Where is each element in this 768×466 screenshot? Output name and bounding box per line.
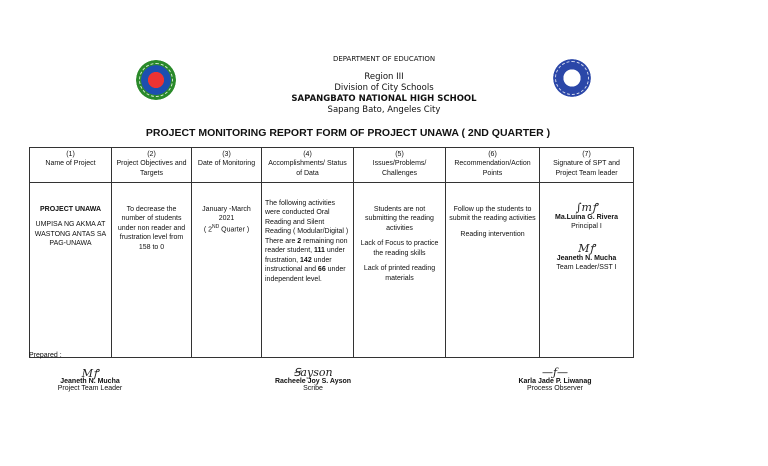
column-header: (5) Issues/Problems/ Challenges (354, 148, 446, 183)
recommendation-cell: Follow up the students to submit the reading activities Reading intervention (446, 183, 540, 358)
column-header: (7) Signature of SPT and Project Team leader (540, 148, 634, 183)
department-heading: DEPARTMENT OF EDUCATION (332, 55, 436, 63)
date-cell: January -March 2021 ( 2ND Quarter ) (192, 183, 262, 358)
issues-cell: Students are not submitting the reading activities Lack of Focus to practice the reading skills Lack of printed reading materials (354, 183, 446, 358)
signature-image: Mꝭ (578, 241, 595, 255)
column-header: (6) Recommendation/Action Points (446, 148, 540, 183)
signer-block: Mꝭ Jeaneth N. Mucha Project Team Leader (40, 366, 140, 392)
signature-cell: ∫mꝭ Ma.Luina G. Rivera Principal I Mꝭ Jeaneth N. Mucha Team Leader/SST I (540, 183, 634, 358)
signer-block: —ƒ— Karla Jade P. Liwanag Process Observer (500, 366, 610, 392)
report-title: PROJECT MONITORING REPORT FORM OF PROJECT UNAWA ( 2ND QUARTER ) (145, 127, 551, 139)
school-name: SAPANGBATO NATIONAL HIGH SCHOOL (291, 94, 477, 104)
accomplishments-cell: The following activities were conducted Oral Reading and Silent Reading ( Modular/Digital ) There are 2 remaining non reader student, 111 under frustration, 142 under instructional and 66 under independent level. (262, 183, 354, 358)
signature-image: Mꝭ (81, 367, 99, 380)
division-text: Division of City Schools (334, 83, 434, 93)
project-name-cell: PROJECT UNAWA UMPISA NG AKMA AT WASTONG ANTAS SA PAG-UNAWA (30, 183, 112, 358)
signer-block: Ꞩayson Racheele Joy S. Ayson Scribe (258, 366, 368, 392)
school-address: Sapang Bato, Angeles City (327, 105, 441, 115)
column-header: (2) Project Objectives and Targets (112, 148, 192, 183)
column-header: (1) Name of Project (30, 148, 112, 183)
signature-image: ∫mꝭ (575, 201, 598, 214)
table-header-row (30, 148, 634, 183)
signature-image: Ꞩayson (293, 366, 333, 379)
monitoring-table (29, 147, 634, 358)
region-text: Region III (364, 72, 404, 82)
left-seal-logo (136, 60, 176, 100)
signature-image: —ƒ— (541, 366, 569, 379)
column-header: (3) Date of Monitoring (192, 148, 262, 183)
objectives-cell: To decrease the number of students under non reader and frustration level from 158 to 0 (112, 183, 192, 358)
table-row (30, 183, 634, 358)
prepared-label: Prepared : (29, 352, 62, 359)
deped-seal-logo (552, 58, 592, 98)
column-header: (4) Accomplishments/ Status of Data (262, 148, 354, 183)
